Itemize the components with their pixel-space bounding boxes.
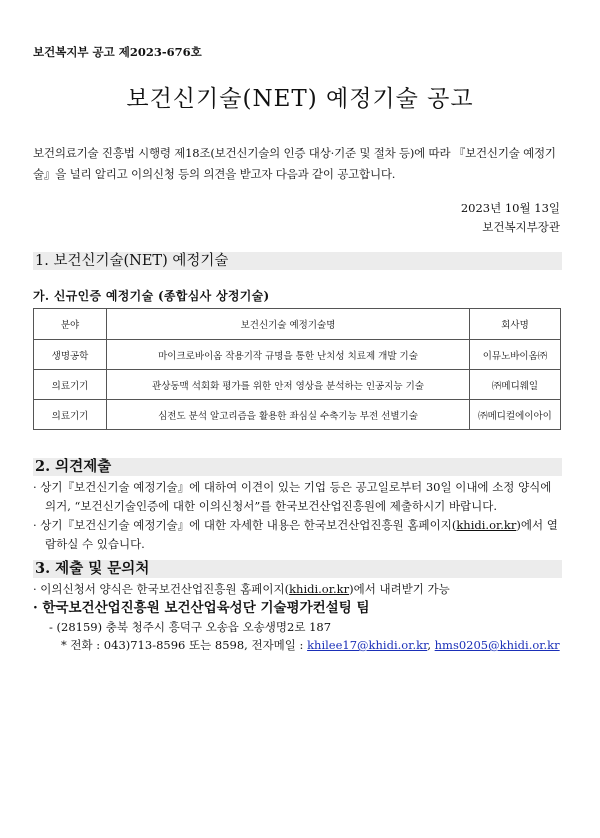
section2-bullet-details bbox=[33, 516, 563, 554]
issuer: 보건복지부장관 bbox=[482, 220, 560, 234]
cell-field: 의료기기 bbox=[34, 370, 107, 400]
table-row bbox=[34, 400, 561, 430]
section2-body bbox=[33, 478, 563, 554]
date-block bbox=[461, 199, 560, 237]
table-header-row bbox=[34, 309, 561, 340]
email-separator: , bbox=[427, 638, 435, 652]
notice-number: 보건복지부 공고 제2023-676호 bbox=[33, 45, 202, 59]
cell-tech-name: 관상동맥 석회화 평가를 위한 안저 영상을 분석하는 인공지능 기술 bbox=[107, 370, 470, 400]
column-header-field: 분야 bbox=[34, 309, 107, 340]
cell-tech-name: 마이크로바이옴 작용기작 규명을 통한 난치성 치료제 개발 기술 bbox=[107, 340, 470, 370]
intro-paragraph: 보건의료기술 진흥법 시행령 제18조(보건신기술의 인증 대상·기준 및 절차 등)에 따라 『보건신기술 예정기술』을 널리 알리고 이의신청 등의 의견을 받고자 다음과 같이 공고합니다. bbox=[33, 146, 556, 181]
cell-field: 생명공학 bbox=[34, 340, 107, 370]
cell-company: 이뮤노바이옴㈜ bbox=[470, 340, 561, 370]
section1-heading: 1. 보건신기술(NET) 예정기술 bbox=[33, 252, 562, 270]
bullet-text: · 상기『보건신기술 예정기술』에 대한 자세한 내용은 한국보건산업진흥원 홈페이지( bbox=[33, 518, 457, 532]
notice-date: 2023년 10월 13일 bbox=[460, 201, 560, 215]
section3-bullet-form bbox=[33, 580, 563, 598]
cell-tech-name: 심전도 분석 알고리즘을 활용한 좌심실 수축기능 부전 선별기술 bbox=[107, 400, 470, 430]
homepage-link[interactable]: khidi.or.kr bbox=[289, 582, 350, 596]
section3-body bbox=[33, 580, 563, 654]
section2-heading: 2. 의견제출 bbox=[33, 458, 562, 476]
cell-company: ㈜메디웨일 bbox=[470, 370, 561, 400]
section3-heading: 3. 제출 및 문의처 bbox=[33, 560, 562, 578]
tech-table bbox=[33, 308, 561, 430]
column-header-company: 회사명 bbox=[470, 309, 561, 340]
column-header-tech-name: 보건신기술 예정기술명 bbox=[107, 309, 470, 340]
contact-info bbox=[33, 636, 563, 654]
contact-phone: * 전화 : 043)713-8596 또는 8598, 전자메일 : bbox=[61, 638, 308, 652]
bullet-text: )에서 내려받기 가능 bbox=[349, 582, 450, 596]
cell-field: 의료기기 bbox=[34, 400, 107, 430]
section1-subheading: 가. 신규인증 예정기술 (종합심사 상정기술) bbox=[33, 289, 270, 303]
bullet-text: )에서 열람하실 수 있습니다. bbox=[45, 518, 558, 551]
contact-organization: · 한국보건산업진흥원 보건산업육성단 기술평가컨설팅 팀 bbox=[33, 600, 370, 616]
page-title: 보건신기술(NET) 예정기술 공고 bbox=[126, 86, 474, 112]
table-row bbox=[34, 340, 561, 370]
cell-company: ㈜메디컬에이아이 bbox=[470, 400, 561, 430]
section2-bullet-objection: · 상기『보건신기술 예정기술』에 대하여 이견이 있는 기업 등은 공고일로부터 30일 이내에 소정 양식에 의거, “보건신기술인증에 대한 이의신청서”를 한국보건산업진흥원에 제출하시기 바랍니다. bbox=[33, 480, 552, 513]
homepage-link[interactable]: khidi.or.kr bbox=[456, 518, 517, 532]
email-link-2[interactable]: hms0205@khidi.or.kr bbox=[434, 638, 560, 652]
contact-address: - (28159) 충북 청주시 흥덕구 오송읍 오송생명2로 187 bbox=[49, 620, 332, 634]
email-link-1[interactable]: khilee17@khidi.or.kr bbox=[307, 638, 428, 652]
bullet-text: · 이의신청서 양식은 한국보건산업진흥원 홈페이지( bbox=[33, 582, 290, 596]
table-row bbox=[34, 370, 561, 400]
